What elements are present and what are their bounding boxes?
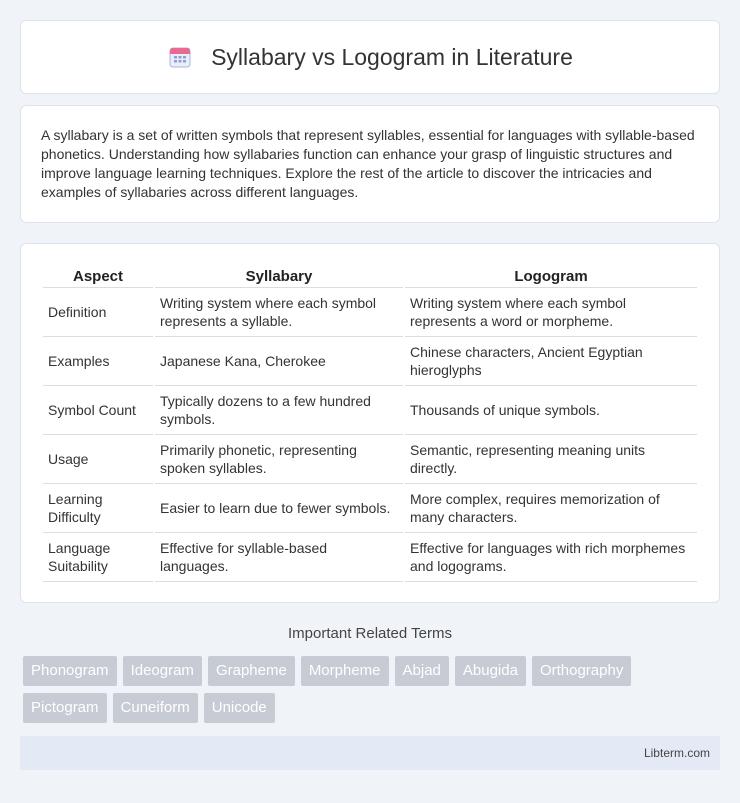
cell-aspect: Usage [43,435,153,484]
table-row [43,288,697,337]
calendar-icon [167,44,193,70]
cell-logogram: Thousands of unique symbols. [405,386,697,435]
term-tag[interactable]: Cuneiform [113,693,198,723]
term-tag[interactable]: Grapheme [208,656,295,686]
term-tag[interactable]: Phonogram [23,656,117,686]
term-tag[interactable]: Ideogram [123,656,202,686]
intro-section [20,105,720,223]
header-aspect: Aspect [43,262,153,288]
cell-syllabary: Writing system where each symbol represents a syllable. [155,288,403,337]
cell-aspect: Language Suitability [43,533,153,582]
cell-aspect: Definition [43,288,153,337]
cell-syllabary: Effective for syllable-based languages. [155,533,403,582]
cell-logogram: More complex, requires memorization of many characters. [405,484,697,533]
term-tag[interactable]: Morpheme [301,656,389,686]
footer-brand[interactable]: Libterm.com [643,746,710,760]
cell-syllabary: Easier to learn due to fewer symbols. [155,484,403,533]
table-row [43,386,697,435]
cell-logogram: Effective for languages with rich morphemes and logograms. [405,533,697,582]
comparison-table [41,262,699,582]
cell-aspect: Examples [43,337,153,386]
table-row [43,337,697,386]
cell-syllabary: Typically dozens to a few hundred symbols. [155,386,403,435]
header-syllabary: Syllabary [155,262,403,288]
term-tag[interactable]: Pictogram [23,693,107,723]
page-footer [20,736,720,770]
table-row [43,533,697,582]
table-row [43,484,697,533]
cell-logogram: Writing system where each symbol represents a word or morpheme. [405,288,697,337]
term-tag[interactable]: Abjad [395,656,449,686]
header-logogram: Logogram [405,262,697,288]
page [20,20,720,770]
cell-aspect: Symbol Count [43,386,153,435]
term-tag[interactable]: Orthography [532,656,631,686]
page-title: Syllabary vs Logogram in Literature [211,43,573,70]
term-tag[interactable]: Unicode [204,693,275,723]
related-terms-title: Important Related Terms [288,625,452,642]
cell-aspect: Learning Difficulty [43,484,153,533]
cell-logogram: Chinese characters, Ancient Egyptian hieroglyphs [405,337,697,386]
table-row [43,435,697,484]
cell-syllabary: Japanese Kana, Cherokee [155,337,403,386]
related-terms-list [20,656,700,723]
page-header [20,20,720,94]
comparison-section [20,243,720,603]
cell-logogram: Semantic, representing meaning units directly. [405,435,697,484]
term-tag[interactable]: Abugida [455,656,526,686]
cell-syllabary: Primarily phonetic, representing spoken syllables. [155,435,403,484]
table-header-row [43,262,697,288]
intro-text: A syllabary is a set of written symbols that represent syllables, essential for languages with syllable-based phonetics. Understanding how syllabaries function can enhance your grasp of linguistic structures and improve language learning techniques. Explore the rest of the article to discover the intricacies and examples of syllabaries across different languages. [41,127,695,200]
